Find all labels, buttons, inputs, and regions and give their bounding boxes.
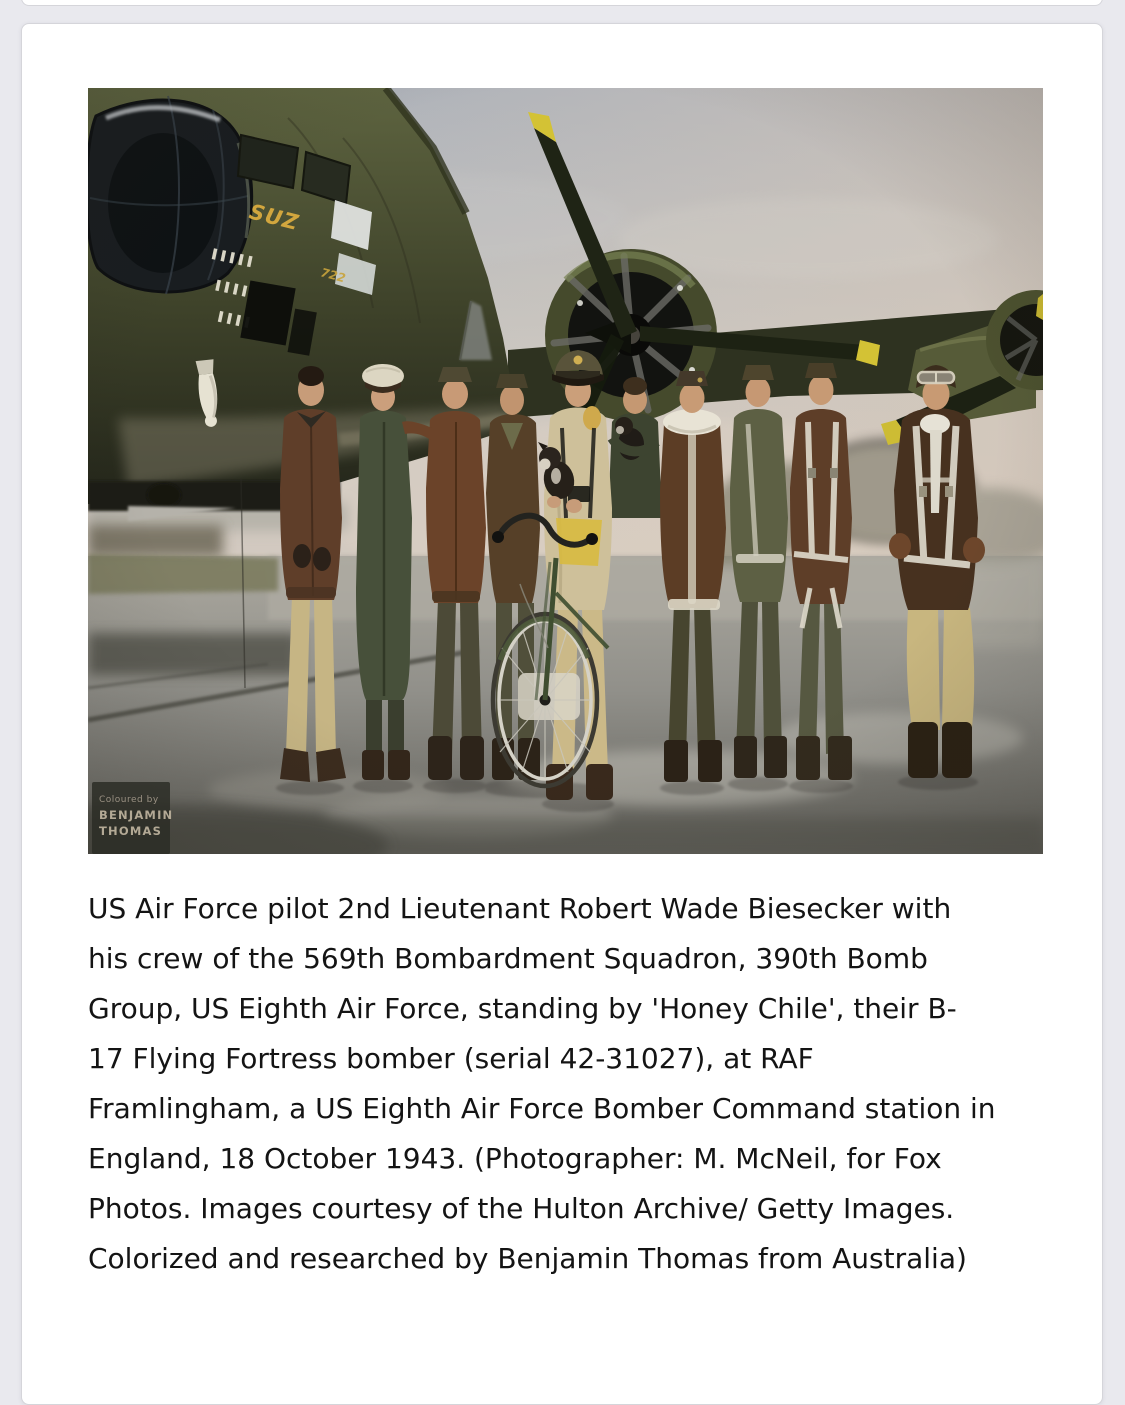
article-card bbox=[21, 23, 1103, 1405]
caption-line: his crew of the 569th Bombardment Squadron, 390th Bomb bbox=[88, 942, 928, 975]
watermark bbox=[92, 782, 173, 854]
crew-photo-illustration bbox=[88, 88, 1043, 854]
caption-line: 17 Flying Fortress bomber (serial 42-31027), at RAF bbox=[88, 1042, 814, 1075]
crew-photo[interactable] bbox=[88, 88, 1043, 854]
watermark-line1: Coloured by bbox=[99, 795, 159, 805]
caption-line: US Air Force pilot 2nd Lieutenant Robert Wade Biesecker with bbox=[88, 892, 952, 925]
photo-caption bbox=[88, 884, 1078, 1284]
vignette-overlay bbox=[88, 88, 1043, 854]
caption-line: Photos. Images courtesy of the Hulton Archive/ Getty Images. bbox=[88, 1192, 955, 1225]
watermark-line3: THOMAS bbox=[99, 824, 163, 838]
caption-line: Group, US Eighth Air Force, standing by 'Honey Chile', their B- bbox=[88, 992, 957, 1025]
caption-line: Framlingham, a US Eighth Air Force Bomber Command station in bbox=[88, 1092, 996, 1125]
caption-line: England, 18 October 1943. (Photographer: M. McNeil, for Fox bbox=[88, 1142, 942, 1175]
watermark-line2: BENJAMIN bbox=[99, 808, 174, 822]
caption-line: Colorized and researched by Benjamin Thomas from Australia) bbox=[88, 1242, 967, 1275]
previous-card-edge bbox=[21, 0, 1103, 6]
